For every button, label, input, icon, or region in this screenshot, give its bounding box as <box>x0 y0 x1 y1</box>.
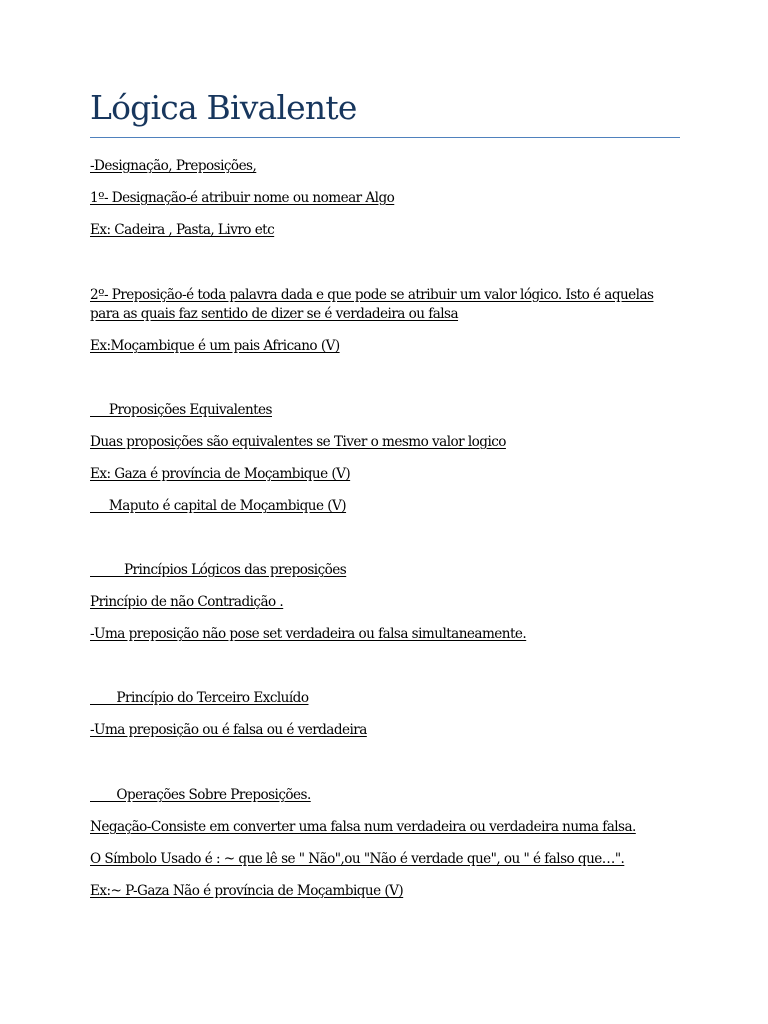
text-line-equivalentes-definition: Duas proposições são equivalentes se Tiver o mesmo valor logico <box>90 434 506 450</box>
text-line-simbolo-usado: O Símbolo Usado é : ~ que lê se " Não",ou "Não é verdade que", ou " é falso que…". <box>90 851 625 867</box>
text-line-equivalentes-example-1: Ex: Gaza é província de Moçambique (V) <box>90 466 351 482</box>
section-heading-operacoes: Operações Sobre Preposições. <box>90 787 311 803</box>
section-heading-equivalentes: Proposições Equivalentes <box>90 402 272 418</box>
text-line-terceiro-excluido-definition: -Uma preposição ou é falsa ou é verdadeira <box>90 722 367 738</box>
text-line-preposicao-definition-cont: para as quais faz sentido de dizer se é verdadeira ou falsa <box>90 306 459 322</box>
text-line-preposicao-definition: 2º- Preposição-é toda palavra dada e que pode se atribuir um valor lógico. Isto é aquelas <box>90 287 654 303</box>
document-title: Lógica Bivalente <box>90 88 357 127</box>
title-underline-rule <box>90 137 680 138</box>
section-heading-principios: Princípios Lógicos das preposições <box>90 562 347 578</box>
text-line-designacao-definition: 1º- Designação-é atribuir nome ou nomear Algo <box>90 190 395 206</box>
text-line-preposicao-example: Ex:Moçambique é um pais Africano (V) <box>90 338 340 354</box>
text-line-nao-contradicao-definition: -Uma preposição não pose set verdadeira ou falsa simultaneamente. <box>90 626 527 642</box>
section-heading-terceiro-excluido: Princípio do Terceiro Excluído <box>90 690 309 706</box>
text-line-negacao-example: Ex:~ P-Gaza Não é província de Moçambique (V) <box>90 883 404 899</box>
text-line-designacao-preposicoes: -Designação, Preposições, <box>90 158 257 174</box>
text-line-equivalentes-example-2: Maputo é capital de Moçambique (V) <box>90 498 347 514</box>
text-line-nao-contradicao: Princípio de não Contradição . <box>90 594 284 610</box>
text-line-negacao-definition: Negação-Consiste em converter uma falsa num verdadeira ou verdadeira numa falsa. <box>90 819 636 835</box>
text-line-designacao-example: Ex: Cadeira , Pasta, Livro etc <box>90 222 275 238</box>
